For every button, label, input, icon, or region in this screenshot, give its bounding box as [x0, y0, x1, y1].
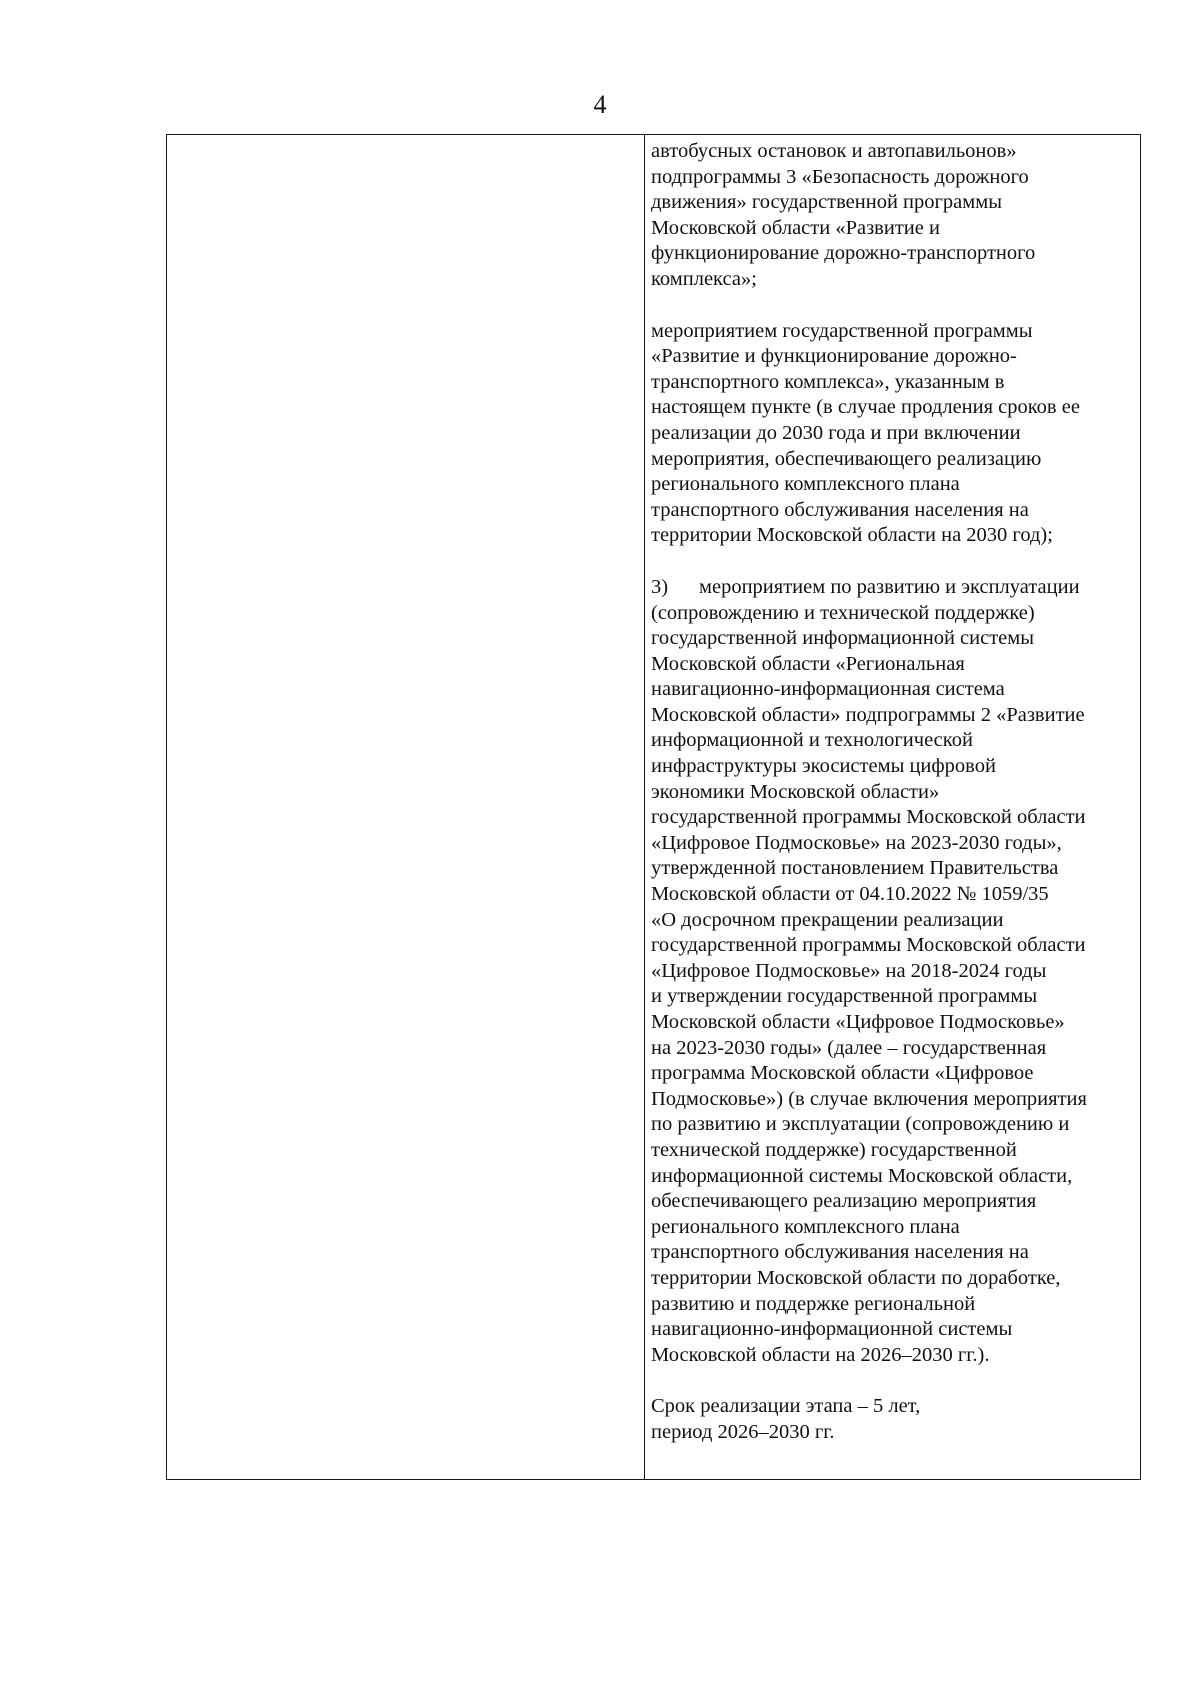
paragraph-navigation-system: (сопровождению и технической поддержке) государственной информационной системы Московской области «Региональная навигационно-информационная система Московской области» подпрограммы 2 «Развитие информационной и технологической инфраструктуры экосистемы цифровой экономики Московской области» государственной программы Московской области «Цифровое Подмосковье» на 2023-2030 годы», утвержденной постановлением Правительства Московской области от 04.10.2022 № 1059/35 «О досрочном прекращении реализации государственной программы Московской области «Цифровое Подмосковье» на 2018-2024 годы и утверждении государственной программы Московской области «Цифровое Подмосковье» на 2023-2030 годы» (далее – государственная программа Московской области «Цифровое Подмосковье») (в случае включения мероприятия по развитию и эксплуатации (сопровождению и технической поддержке) государственной информационной системы Московской области, обеспечивающего реализацию мероприятия регионального комплексного плана транспортного обслуживания населения на территории Московской области по доработке, развитию и поддержке региональной навигационно-информационной системы Московской области на 2026–2030 гг.). [651, 601, 1087, 1366]
paragraph-gap [651, 293, 1137, 319]
paragraph-implementation-term: Срок реализации этапа – 5 лет, период 2026–2030 гг. [651, 1395, 921, 1443]
paragraph-gap [651, 549, 1137, 575]
paragraph-state-program: мероприятием государственной программы «Развитие и функционирование дорожно- транспортного комплекса», указанным в настоящем пункте (в случае продления сроков ее реализации до 2030 года и при включении мероприятия, обеспечивающего реализацию регионального комплексного плана транспортного обслуживания населения на территории Московской области на 2030 год); [651, 319, 1080, 547]
table-left-cell [167, 135, 644, 1479]
list-item-number: 3) [651, 575, 669, 598]
document-table [166, 134, 1141, 1480]
paragraph-bus-stops: автобусных остановок и автопавильонов» подпрограммы 3 «Безопасность дорожного движения» государственной программы Московской области «Развитие и функционирование дорожно-транспортного комплекса»; [651, 140, 1036, 290]
column-divider [644, 135, 645, 1479]
page-number: 4 [593, 90, 607, 119]
paragraph-gap [651, 1368, 1137, 1394]
list-item-3 [651, 575, 1137, 601]
table-right-cell [651, 139, 1137, 1446]
list-item-first-line: мероприятием по развитию и эксплуатации [699, 575, 1080, 598]
